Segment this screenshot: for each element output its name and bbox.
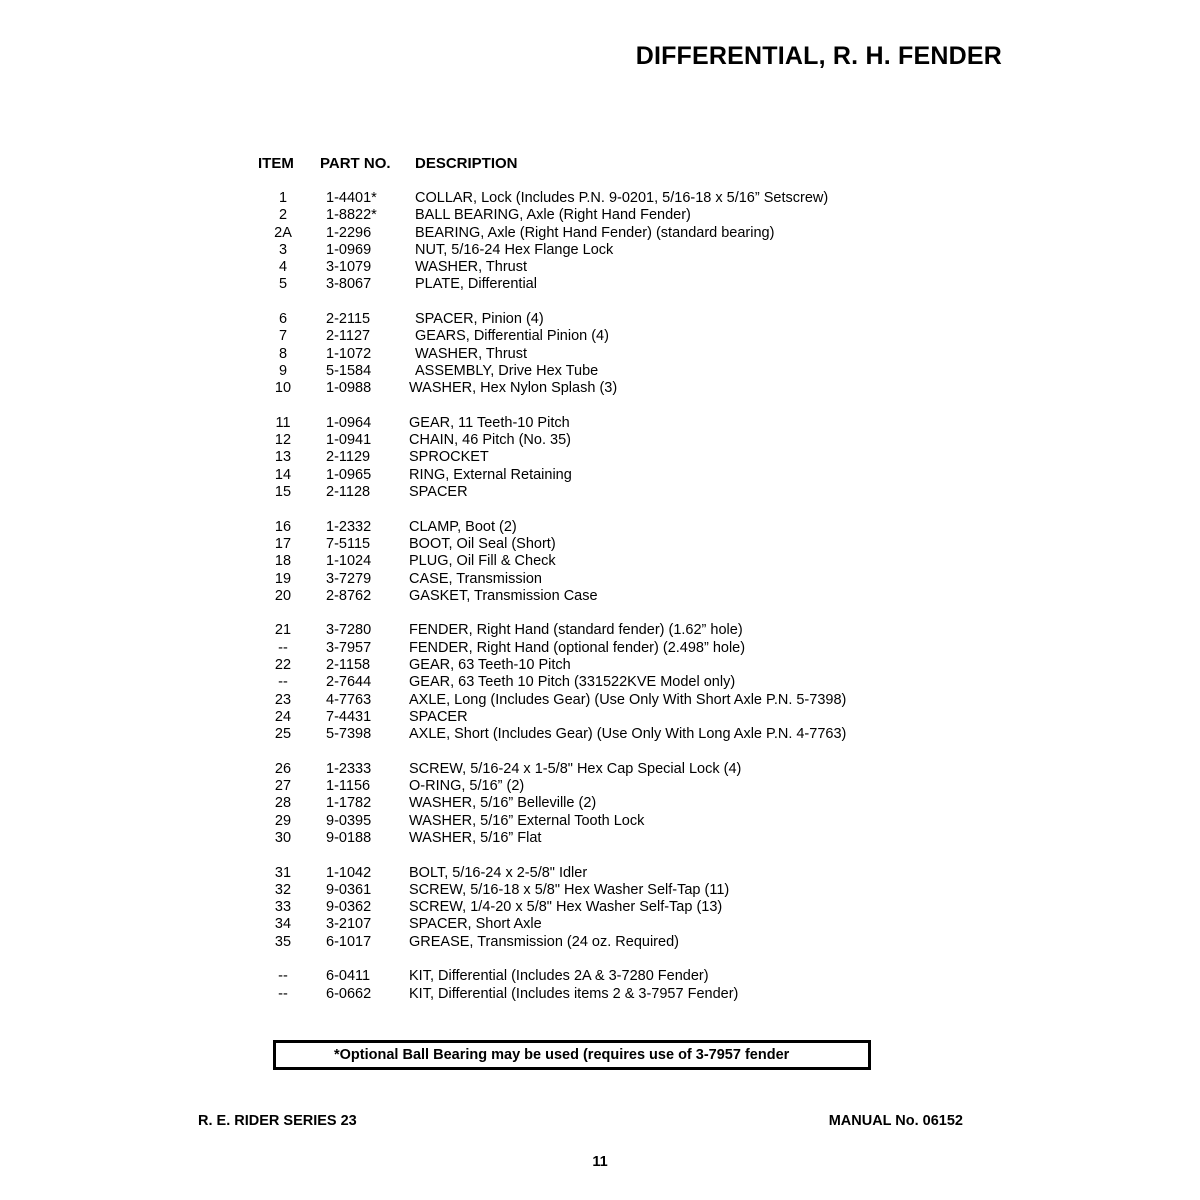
- part-description: PLUG, Oil Fill & Check: [409, 553, 556, 570]
- part-description: COLLAR, Lock (Includes P.N. 9-0201, 5/16-18 x 5/16” Setscrew): [415, 190, 829, 206]
- part-description: SCREW, 1/4-20 x 5/8" Hex Washer Self-Tap (13): [409, 899, 723, 916]
- table-row: [0, 346, 1200, 363]
- part-description: KIT, Differential (Includes 2A & 3-7280 Fender): [409, 968, 709, 985]
- item-number: 35: [274, 933, 292, 950]
- part-number: 1-1072: [326, 345, 372, 362]
- item-number: --: [278, 968, 288, 985]
- item-number: 33: [274, 899, 292, 916]
- table-row: [0, 536, 1200, 553]
- table-row: [0, 242, 1200, 259]
- table-row: [0, 519, 1200, 536]
- part-description: WASHER, Hex Nylon Splash (3): [409, 380, 618, 397]
- item-number: 3: [278, 241, 288, 258]
- part-description: CASE, Transmission: [409, 570, 542, 587]
- item-number: 15: [274, 484, 292, 501]
- part-description: RING, External Retaining: [409, 466, 572, 483]
- part-number: 1-0965: [326, 466, 372, 483]
- table-row: [0, 380, 1200, 397]
- table-row: [0, 622, 1200, 639]
- page-title: DIFFERENTIAL, R. H. FENDER: [635, 42, 1002, 70]
- footer-manual-number: MANUAL No. 06152: [828, 1113, 963, 1129]
- part-description: CHAIN, 46 Pitch (No. 35): [409, 432, 571, 449]
- item-number: 24: [274, 708, 292, 725]
- part-description: WASHER, Thrust: [415, 259, 527, 276]
- part-number: 2-7644: [326, 674, 372, 691]
- item-number: --: [278, 639, 288, 656]
- item-number: 4: [278, 259, 288, 276]
- part-number: 2-1129: [326, 449, 371, 466]
- column-header-item: ITEM: [258, 155, 294, 172]
- item-number: 21: [274, 622, 292, 639]
- part-description: PLATE, Differential: [415, 276, 537, 293]
- part-number: 1-0988: [326, 380, 372, 397]
- table-row: [0, 259, 1200, 276]
- table-row: [0, 432, 1200, 449]
- part-number: 2-1158: [326, 657, 371, 674]
- item-number: 6: [278, 311, 288, 328]
- part-description: FENDER, Right Hand (optional fender) (2.498” hole): [409, 639, 746, 656]
- column-header-description: DESCRIPTION: [415, 155, 518, 172]
- table-row: [0, 692, 1200, 709]
- table-row: [0, 657, 1200, 674]
- item-number: 25: [274, 726, 292, 743]
- table-row: [0, 709, 1200, 726]
- table-row: [0, 882, 1200, 899]
- part-number: 2-1128: [326, 484, 371, 501]
- part-number: 9-0362: [326, 899, 372, 916]
- table-row: [0, 363, 1200, 380]
- item-number: 29: [274, 812, 292, 829]
- part-number: 9-0361: [326, 881, 372, 898]
- part-description: SPACER, Short Axle: [409, 916, 542, 933]
- table-row: [0, 968, 1200, 985]
- part-number: 4-7763: [326, 691, 372, 708]
- part-description: SPACER, Pinion (4): [415, 311, 544, 328]
- table-row: [0, 865, 1200, 882]
- part-description: BEARING, Axle (Right Hand Fender) (standard bearing): [415, 224, 775, 241]
- part-description: GEAR, 63 Teeth-10 Pitch: [409, 657, 571, 674]
- part-description: FENDER, Right Hand (standard fender) (1.62” hole): [409, 622, 743, 639]
- item-number: 2: [278, 207, 288, 224]
- part-number: 3-1079: [326, 259, 372, 276]
- part-number: 1-1156: [326, 778, 371, 795]
- part-description: BOOT, Oil Seal (Short): [409, 535, 556, 552]
- part-number: 5-1584: [326, 362, 372, 379]
- part-description: AXLE, Long (Includes Gear) (Use Only With Short Axle P.N. 5-7398): [409, 691, 847, 708]
- item-number: 10: [274, 380, 292, 397]
- table-row: [0, 761, 1200, 778]
- table-row: [0, 934, 1200, 951]
- part-description: NUT, 5/16-24 Hex Flange Lock: [415, 241, 614, 258]
- part-description: O-RING, 5/16” (2): [409, 778, 525, 795]
- part-number: 1-4401*: [326, 190, 377, 206]
- part-number: 1-8822*: [326, 207, 377, 224]
- item-number: 16: [274, 518, 292, 535]
- table-row: [0, 225, 1200, 242]
- item-number: 31: [274, 864, 292, 881]
- table-row: [0, 830, 1200, 847]
- part-number: 3-2107: [326, 916, 372, 933]
- part-number: 9-0395: [326, 812, 372, 829]
- item-number: 14: [274, 466, 292, 483]
- part-number: 6-0662: [326, 985, 372, 1002]
- table-row: [0, 571, 1200, 588]
- part-description: WASHER, 5/16” Belleville (2): [409, 795, 597, 812]
- item-number: 27: [274, 778, 292, 795]
- item-number: 32: [274, 881, 292, 898]
- part-description: BOLT, 5/16-24 x 2-5/8" Idler: [409, 864, 588, 881]
- item-number: 9: [278, 362, 288, 379]
- table-row: [0, 484, 1200, 501]
- part-description: GEAR, 11 Teeth-10 Pitch: [409, 414, 570, 431]
- part-number: 6-1017: [326, 933, 372, 950]
- part-description: GREASE, Transmission (24 oz. Required): [409, 933, 679, 950]
- part-number: 1-2296: [326, 224, 372, 241]
- part-description: WASHER, Thrust: [415, 345, 527, 362]
- item-number: 18: [274, 553, 292, 570]
- part-description: GEAR, 63 Teeth 10 Pitch (331522KVE Model only): [409, 674, 736, 691]
- part-number: 5-7398: [326, 726, 372, 743]
- part-number: 3-7280: [326, 622, 372, 639]
- item-number: 30: [274, 829, 292, 846]
- part-number: 1-2332: [326, 518, 372, 535]
- part-number: 7-5115: [326, 535, 371, 552]
- part-description: SPROCKET: [409, 449, 489, 466]
- item-number: 19: [274, 570, 292, 587]
- table-row: [0, 207, 1200, 224]
- part-number: 3-7279: [326, 570, 372, 587]
- table-row: [0, 276, 1200, 293]
- part-description: KIT, Differential (Includes items 2 & 3-7957 Fender): [409, 985, 739, 1002]
- table-row: [0, 986, 1200, 1003]
- table-row: [0, 588, 1200, 605]
- item-number: 17: [274, 535, 292, 552]
- item-number: 20: [274, 587, 292, 604]
- table-row: [0, 726, 1200, 743]
- table-row: [0, 813, 1200, 830]
- part-number: 1-1042: [326, 864, 372, 881]
- part-description: SCREW, 5/16-24 x 1-5/8" Hex Cap Special Lock (4): [409, 760, 742, 777]
- page-number: 11: [592, 1154, 608, 1170]
- part-number: 1-1024: [326, 553, 372, 570]
- item-number: 5: [278, 276, 288, 293]
- part-number: 9-0188: [326, 829, 372, 846]
- table-row: [0, 778, 1200, 795]
- part-description: CLAMP, Boot (2): [409, 518, 517, 535]
- part-number: 1-0969: [326, 241, 372, 258]
- part-number: 6-0411: [326, 968, 371, 985]
- column-header-part-no: PART NO.: [320, 155, 391, 172]
- table-row: [0, 553, 1200, 570]
- part-description: SPACER: [409, 708, 468, 725]
- item-number: 28: [274, 795, 292, 812]
- part-description: ASSEMBLY, Drive Hex Tube: [415, 362, 599, 379]
- table-row: [0, 449, 1200, 466]
- part-description: WASHER, 5/16” External Tooth Lock: [409, 812, 645, 829]
- table-row: [0, 640, 1200, 657]
- part-number: 1-0964: [326, 414, 372, 431]
- item-number: 22: [274, 657, 292, 674]
- item-number: 12: [274, 432, 292, 449]
- part-description: GEARS, Differential Pinion (4): [415, 328, 609, 345]
- table-row: [0, 311, 1200, 328]
- item-number: 7: [278, 328, 288, 345]
- part-number: 2-1127: [326, 328, 371, 345]
- item-number: 11: [275, 414, 291, 431]
- part-description: SPACER: [409, 484, 468, 501]
- part-description: BALL BEARING, Axle (Right Hand Fender): [415, 207, 691, 224]
- part-description: GASKET, Transmission Case: [409, 587, 598, 604]
- table-row: [0, 415, 1200, 432]
- part-number: 1-0941: [326, 432, 372, 449]
- item-number: 8: [278, 345, 288, 362]
- part-description: WASHER, 5/16” Flat: [409, 829, 542, 846]
- item-number: 23: [274, 691, 292, 708]
- parts-list: [0, 190, 1200, 1003]
- item-number: 34: [274, 916, 292, 933]
- table-row: [0, 916, 1200, 933]
- table-row: [0, 899, 1200, 916]
- table-row: [0, 190, 1200, 207]
- item-number: 1: [278, 190, 288, 206]
- part-number: 1-2333: [326, 760, 372, 777]
- item-number: 2A: [274, 224, 292, 241]
- item-number: --: [278, 674, 288, 691]
- part-number: 7-4431: [326, 708, 372, 725]
- item-number: 13: [274, 449, 292, 466]
- table-row: [0, 467, 1200, 484]
- table-row: [0, 795, 1200, 812]
- item-number: 26: [274, 760, 292, 777]
- part-description: AXLE, Short (Includes Gear) (Use Only With Long Axle P.N. 4-7763): [409, 726, 847, 743]
- table-row: [0, 328, 1200, 345]
- part-description: SCREW, 5/16-18 x 5/8" Hex Washer Self-Tap (11): [409, 881, 730, 898]
- part-number: 3-7957: [326, 639, 372, 656]
- table-row: [0, 674, 1200, 691]
- item-number: --: [278, 985, 288, 1002]
- part-number: 1-1782: [326, 795, 372, 812]
- part-number: 3-8067: [326, 276, 372, 293]
- optional-bearing-note: *Optional Ball Bearing may be used (requires use of 3-7957 fender: [273, 1040, 871, 1070]
- part-number: 2-2115: [326, 311, 371, 328]
- footer-series: R. E. RIDER SERIES 23: [198, 1113, 357, 1129]
- part-number: 2-8762: [326, 587, 372, 604]
